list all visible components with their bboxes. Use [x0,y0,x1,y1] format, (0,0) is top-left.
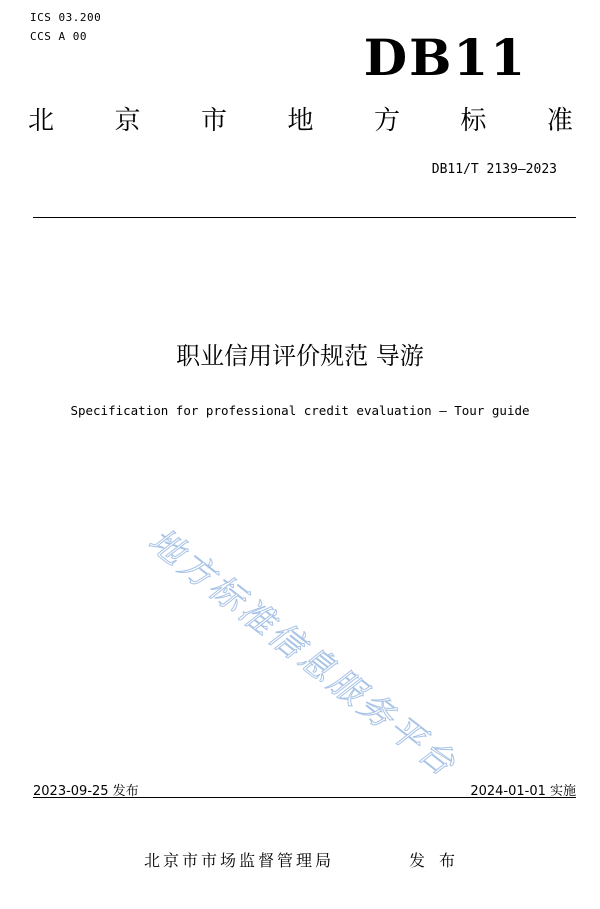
standard-mark: DB11 [363,28,527,87]
ccs-code: CCS A 00 [30,30,87,43]
standard-type-title [28,108,573,134]
standard-type-char: 方 [373,106,400,136]
issuing-authority: 北京市市场监督管理局 [144,851,335,870]
standard-type-char: 标 [460,106,487,136]
standard-type-char: 京 [114,106,141,136]
standard-code: DB11/T 2139—2023 [431,162,557,177]
document-title-chinese: 职业信用评价规范 导游 [176,342,424,370]
publish-date: 2023-09-25 发布 [33,784,139,799]
implement-date: 2024-01-01 实施 [470,784,576,799]
header-divider [33,217,576,218]
watermark: 地方标准信息服务平台 [140,520,465,786]
standard-type-char: 地 [287,106,314,136]
standard-type-char: 准 [546,106,573,136]
ics-code: ICS 03.200 [30,11,102,24]
standard-type-char: 市 [200,106,227,136]
footer-divider [33,797,576,798]
issue-label: 发布 [409,851,470,870]
standard-type-char: 北 [28,106,55,136]
document-title-english: Specification for professional credit evaluation — Tour guide [70,403,530,418]
